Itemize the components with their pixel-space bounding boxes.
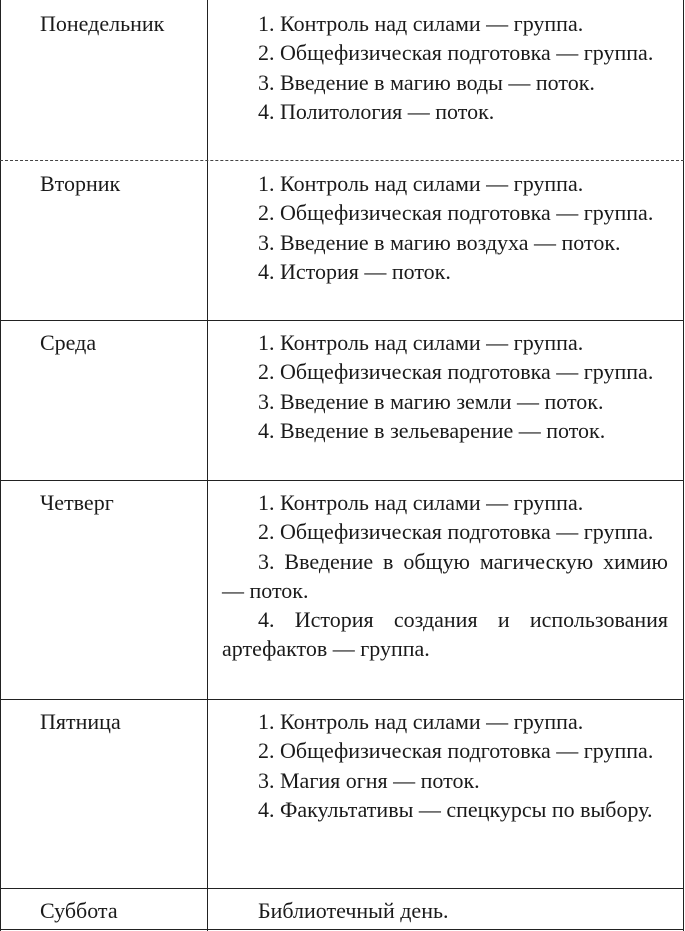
lessons-monday [222, 9, 668, 126]
lessons-thursday [222, 488, 668, 664]
lesson-item: 1. Контроль над силами — группа. [258, 171, 584, 196]
column-divider [207, 0, 208, 931]
lesson-item: 2. Общефизическая подготовка — группа. [258, 40, 654, 66]
day-thursday: Четверг [40, 490, 114, 515]
lesson-item: 4. Политология — поток. [258, 98, 495, 124]
lesson-item: 3. Введение в магию воды — поток. [258, 69, 595, 95]
table-right-border [683, 0, 684, 931]
day-friday: Пятница [40, 709, 121, 734]
lesson-item: 4. Введение в зельеварение — поток. [258, 417, 606, 443]
row-divider [0, 320, 684, 321]
day-tuesday: Вторник [40, 171, 121, 196]
table-bottom-border [0, 929, 684, 930]
lesson-item: Библиотечный день. [258, 898, 449, 923]
day-monday: Понедельник [40, 11, 165, 36]
lesson-item: 2. Общефизическая подготовка — группа. [258, 519, 654, 545]
lesson-item: 4. Факультативы — спецкурсы по выбору. [258, 796, 653, 822]
lesson-item: 3. Введение в магию земли — поток. [258, 388, 604, 414]
lessons-friday [222, 707, 668, 824]
lesson-item: 1. Контроль над силами — группа. [258, 709, 584, 734]
lesson-item: 1. Контроль над силами — группа. [258, 330, 584, 355]
day-wednesday: Среда [40, 330, 97, 355]
lesson-item: 2. Общефизическая подготовка — группа. [258, 200, 654, 226]
lessons-tuesday [222, 169, 668, 286]
lesson-item: 1. Контроль над силами — группа. [258, 11, 584, 36]
lesson-item: 1. Контроль над силами — группа. [258, 490, 584, 515]
lesson-item: 4. История — поток. [258, 258, 451, 284]
row-divider [0, 699, 684, 700]
lesson-item: 3. Магия огня — поток. [258, 767, 480, 793]
lesson-item: 3. Введение в магию воздуха — поток. [258, 229, 621, 255]
lesson-item: 2. Общефизическая подготовка — группа. [258, 359, 654, 385]
lesson-item: 4. История создания и использования артефактов — группа. [222, 607, 668, 662]
row-divider [0, 888, 684, 889]
row-divider [0, 160, 684, 161]
lesson-item: 3. Введение в общую магическую химию — поток. [222, 548, 668, 603]
day-saturday: Суббота [40, 898, 118, 923]
row-divider [0, 480, 684, 481]
lessons-saturday [222, 896, 668, 925]
table-left-border [0, 0, 1, 931]
lessons-wednesday [222, 328, 668, 445]
lesson-item: 2. Общефизическая подготовка — группа. [258, 738, 654, 764]
